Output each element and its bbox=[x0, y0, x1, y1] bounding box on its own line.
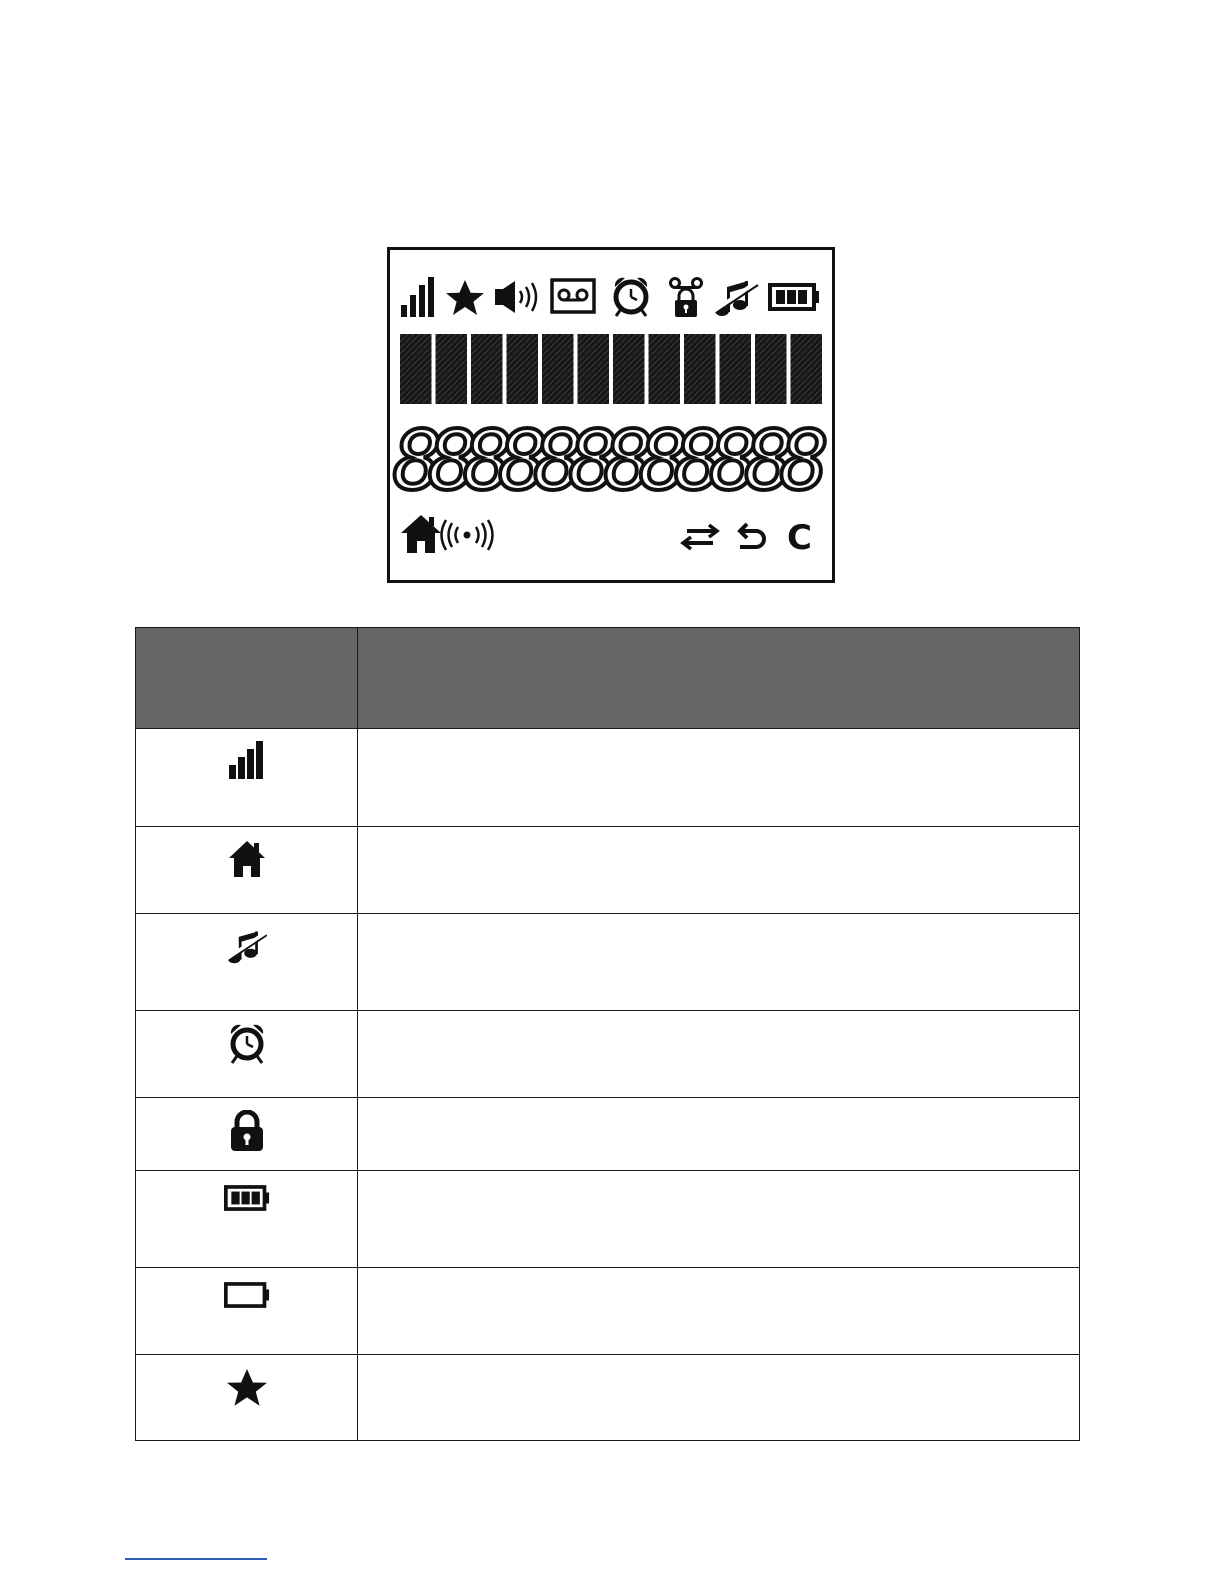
dot-matrix-char-block bbox=[684, 334, 716, 404]
dot-matrix-char-block bbox=[507, 334, 539, 404]
dot-matrix-char-block bbox=[613, 334, 645, 404]
legend-icon-cell bbox=[136, 827, 358, 914]
ringer-off-icon bbox=[227, 926, 267, 966]
legend-description bbox=[358, 1011, 1080, 1098]
seven-segment-digit: 8 bbox=[603, 414, 654, 509]
seven-segment-digit: 8 bbox=[639, 414, 689, 509]
legend-description bbox=[358, 1171, 1080, 1268]
seven-segment-digit: 8 bbox=[568, 414, 619, 509]
dot-matrix-char-block bbox=[400, 334, 432, 404]
legend-header-description bbox=[358, 628, 1080, 729]
seven-segment-digit: 8 bbox=[428, 414, 478, 509]
legend-icon-cell bbox=[136, 729, 358, 827]
home-base-icon bbox=[227, 839, 267, 879]
legend-description bbox=[358, 914, 1080, 1011]
seven-segment-digit: 8 bbox=[674, 414, 724, 509]
seven-segment-digit: 8 bbox=[392, 414, 443, 509]
lock-icon bbox=[227, 1110, 267, 1152]
legend-icon-cell bbox=[136, 1171, 358, 1268]
lcd-display-diagram bbox=[387, 247, 835, 583]
seven-segment-digit: 8 bbox=[709, 414, 759, 509]
table-row bbox=[136, 1011, 1080, 1098]
seven-segment-digit: 8 bbox=[463, 414, 513, 509]
table-row bbox=[136, 914, 1080, 1011]
dot-matrix-char-block bbox=[436, 334, 468, 404]
legend-description bbox=[358, 1098, 1080, 1171]
legend-description bbox=[358, 729, 1080, 827]
table-row bbox=[136, 729, 1080, 827]
table-row bbox=[136, 1098, 1080, 1171]
legend-icon-cell bbox=[136, 1355, 358, 1441]
clear-icon: C bbox=[787, 518, 812, 558]
star-icon bbox=[225, 1367, 269, 1411]
alarm-clock-icon bbox=[226, 1023, 268, 1065]
legend-header-icon bbox=[136, 628, 358, 729]
seven-segment-digit: 8 bbox=[779, 414, 830, 509]
seven-segment-digit-row bbox=[393, 414, 829, 509]
dot-matrix-char-block bbox=[720, 334, 752, 404]
legend-header-row bbox=[136, 628, 1080, 729]
seven-segment-digit: 8 bbox=[744, 414, 794, 509]
legend-icon-cell bbox=[136, 1011, 358, 1098]
legend-description bbox=[358, 827, 1080, 914]
table-row bbox=[136, 1171, 1080, 1268]
dot-matrix-char-block bbox=[578, 334, 610, 404]
legend-icon-cell bbox=[136, 1268, 358, 1355]
dot-matrix-char-block bbox=[791, 334, 823, 404]
legend-icon-cell bbox=[136, 914, 358, 1011]
table-row bbox=[136, 1268, 1080, 1355]
dot-matrix-char-block bbox=[471, 334, 503, 404]
battery-empty-icon bbox=[224, 1280, 270, 1310]
legend-description bbox=[358, 1355, 1080, 1441]
seven-segment-digit: 8 bbox=[533, 414, 583, 509]
icon-legend-table bbox=[135, 627, 1080, 1441]
battery-full-icon bbox=[224, 1183, 270, 1213]
dot-matrix-char-block bbox=[755, 334, 787, 404]
signal-icon bbox=[227, 741, 267, 781]
table-row bbox=[136, 827, 1080, 914]
footnote-separator bbox=[125, 1558, 267, 1560]
legend-description bbox=[358, 1268, 1080, 1355]
table-row bbox=[136, 1355, 1080, 1441]
seven-segment-digit: 8 bbox=[498, 414, 548, 509]
dot-matrix-char-block bbox=[649, 334, 681, 404]
legend-icon-cell bbox=[136, 1098, 358, 1171]
dot-matrix-char-block bbox=[542, 334, 574, 404]
